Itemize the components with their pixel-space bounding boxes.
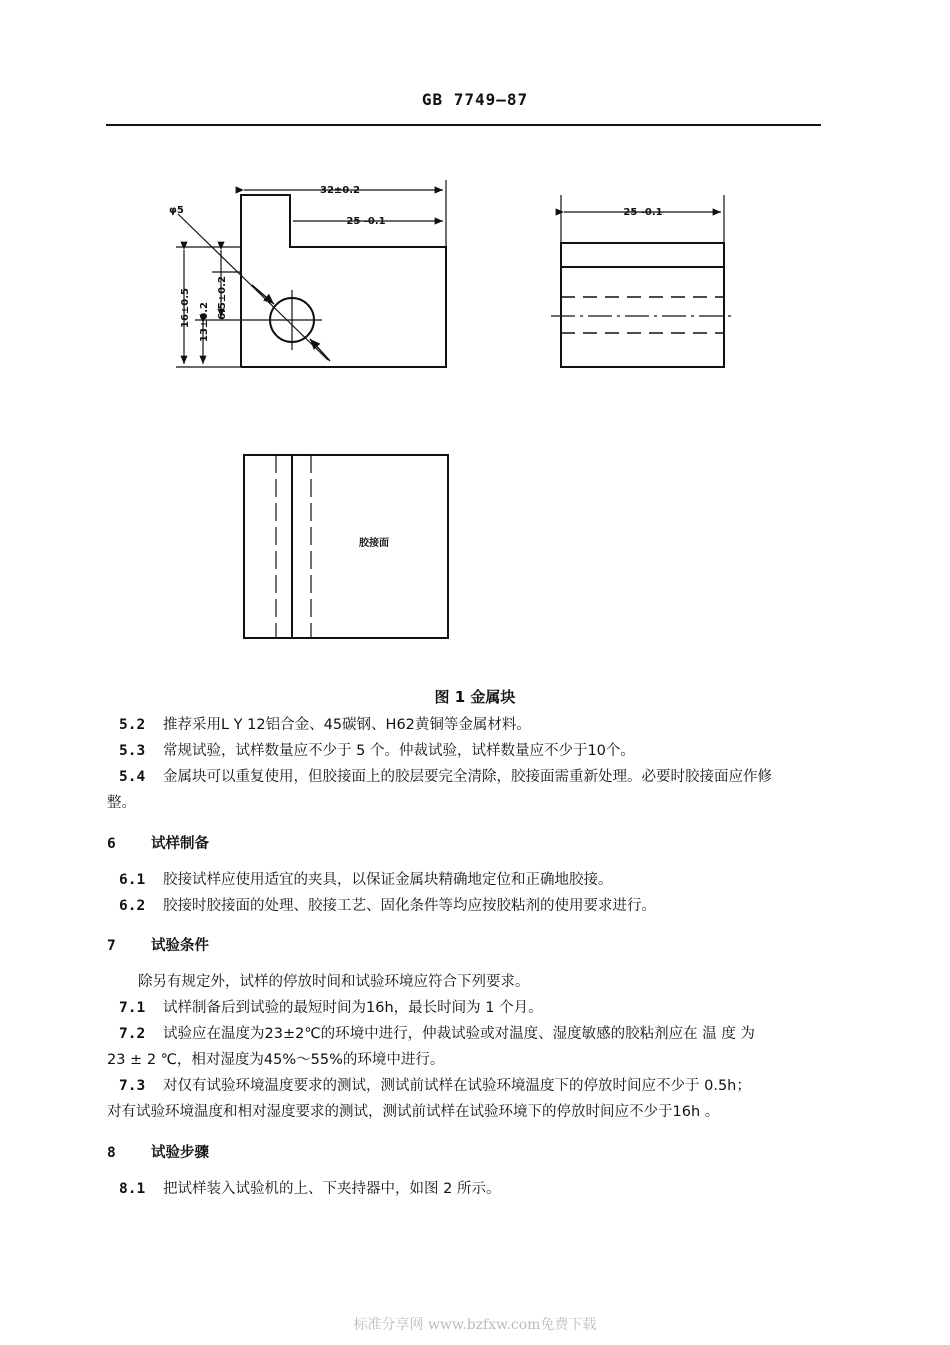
para-7-2: 7.2 试验应在温度为23±2℃的环境中进行，仲裁试验或对温度、湿度敏感的胶粘剂应在 温 度 为 xyxy=(119,1026,755,1042)
bond-face-outline xyxy=(244,455,448,638)
para-5-2: 5.2 推荐采用L Y 12铝合金、45碳钢、H62黄铜等金属材料。 xyxy=(119,717,531,733)
dim-phi5: φ5 xyxy=(169,205,184,216)
para-5-4-cont: 整。 xyxy=(107,795,136,811)
bond-surface-label: 胶接面 xyxy=(359,538,389,549)
dim-16: 16±0.5 xyxy=(180,287,191,329)
para-7-intro: 除另有规定外，试样的停放时间和试验环境应符合下列要求。 xyxy=(138,974,530,990)
para-8-1: 8.1 把试样装入试验机的上、下夹持器中，如图 2 所示。 xyxy=(119,1181,501,1197)
para-7-3-cont: 对有试验环境温度和相对湿度要求的测试，测试前试样在试验环境下的停放时间应不少于16h 。 xyxy=(107,1104,720,1120)
front-view xyxy=(176,180,446,367)
para-6-1: 6.1 胶接试样应使用适宜的夹具，以保证金属块精确地定位和正确地胶接。 xyxy=(119,872,613,888)
dim-25: 25 -0.1 xyxy=(346,216,386,227)
dim-13: 13±0.2 xyxy=(199,301,210,343)
standard-number: GB 7749—87 xyxy=(421,90,529,109)
section-7-heading: 7 试验条件 xyxy=(107,938,209,954)
para-7-3: 7.3 对仅有试验环境温度要求的测试，测试前试样在试验环境温度下的停放时间应不少于 0.5h； xyxy=(119,1078,751,1094)
section-6-heading: 6 试样制备 xyxy=(107,836,209,852)
para-5-4: 5.4 金属块可以重复使用，但胶接面上的胶层要完全清除，胶接面需重新处理。必要时胶接面应作修 xyxy=(119,769,772,785)
footer-watermark: 标准分享网 www.bzfxw.com免费下载 xyxy=(353,1317,597,1333)
side-outline xyxy=(561,243,724,367)
side-view xyxy=(551,195,735,367)
dim-25-side: 25 -0.1 xyxy=(623,207,663,218)
para-6-2: 6.2 胶接时胶接面的处理、胶接工艺、固化条件等均应按胶粘剂的使用要求进行。 xyxy=(119,898,656,914)
dim-6-5: 6.5±0.2 xyxy=(217,276,228,320)
para-7-2-cont: 23 ± 2 ℃，相对湿度为45%～55%的环境中进行。 xyxy=(107,1052,445,1068)
dim-32: 32±0.2 xyxy=(319,185,361,196)
para-5-3: 5.3 常规试验，试样数量应不少于 5 个。仲裁试验，试样数量应不少于10个。 xyxy=(119,743,635,759)
figure-caption: 图 1 金属块 xyxy=(434,688,516,706)
para-7-1: 7.1 试样制备后到试验的最短时间为16h，最长时间为 1 个月。 xyxy=(119,1000,543,1016)
bottom-view xyxy=(244,455,448,638)
section-8-heading: 8 试验步骤 xyxy=(107,1145,209,1161)
